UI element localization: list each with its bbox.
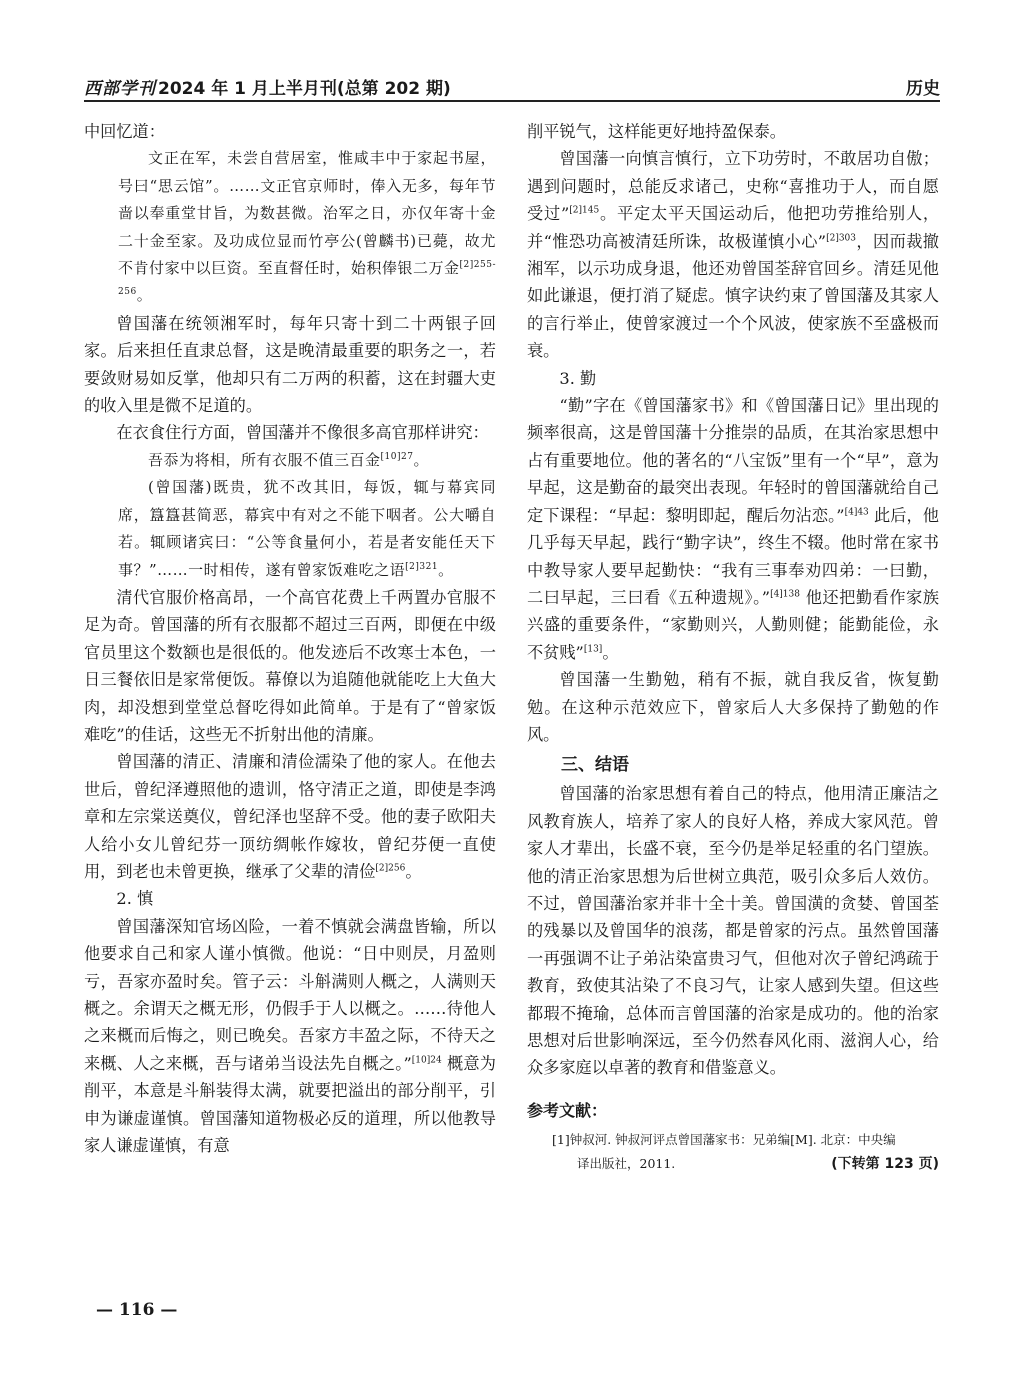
paragraph: 曾国藩在统领湘军时，每年只寄十到二十两银子回家。后来担任直隶总督，这是晚清最重要的职务之一，若要敛财易如反掌，他却只有二万两的积蓄，这在封疆大吏的收入里是微不足道的。 — [84, 313, 496, 416]
paragraph: “勤”字在《曾国藩家书》和《曾国藩日记》里出现的频率很高，这是曾国藩十分推崇的品质，在其治家思想中占有重要地位。他的著名的“八宝饭”里有一个“早”，意为早起，这是勤奋的最突出表现。年轻时的曾国藩就给自己定下课程：“早起：黎明即起，醒后勿沾恋。”$^{[4]43}$ 此后，他几乎每天早起，践行“勤字诀”，终生不辍。他时常在家书中教导家人要早起勤快：“我有三事奉劝四弟：一曰勤，二曰早起，三曰看《五种遗规》。”$^{[4]138}$ 他还把勤看作家族兴盛的重要条件，“家勤则兴，人勤则健；能勤能俭，永不贫贱”[13]。 — [527, 396, 939, 662]
reference-item-continued: 译出版社，2011. (下转第 123 页) — [527, 1152, 939, 1176]
journal-logo: 西部学刊 — [84, 79, 156, 99]
citation: [10]24 — [411, 1055, 442, 1066]
right-column — [527, 118, 939, 1176]
citation: [2]145 — [569, 205, 600, 216]
section-heading: 三、结语 — [561, 755, 629, 776]
block-quote: 吾忝为将相，所有衣服不值三百金$^{[10]27}$。 — [148, 450, 429, 469]
subsection-heading: 2. 慎 — [116, 889, 154, 909]
citation: [2]255-256 — [118, 260, 496, 298]
page-number: — 116 — — [96, 1300, 178, 1320]
citation: [2]303 — [826, 233, 857, 244]
paragraph: 曾国藩的治家思想有着自己的特点，他用清正廉洁之风教育族人，培养了家人的良好人格，养成大家风范。曾家人才辈出，长盛不衰，至今仍是举足轻重的名门望族。他的清正治家思想为后世树立典范，吸引众多后人效仿。不过，曾国藩治家并非十全十美。曾国潢的贪婪、曾国荃的残暴以及曾国华的浪荡，都是曾家的污点。虽然曾国藩一再强调不让子弟沾染富贵习气，但他对次子曾纪鸿疏于教育，致使其沾染了不良习气，让家人感到失望。但这些都瑕不掩瑜，总体而言曾国藩的治家是成功的。他的治家思想对后世影响深远，至今仍然春风化雨、滋润人心，给众多家庭以卓著的教育和借鉴意义。 — [527, 784, 939, 1078]
citation: [2]256 — [375, 863, 406, 874]
references-heading: 参考文献： — [527, 1100, 608, 1120]
citation: [13] — [583, 644, 603, 655]
continued-note: (下转第 123 页) — [831, 1155, 939, 1172]
header-rule — [84, 100, 940, 102]
running-header — [84, 70, 940, 102]
reference-item: [1]钟叔河. 钟叔河评点曾国藩家书：兄弟编[M]. 北京：中央编 — [552, 1131, 896, 1147]
paragraph: 曾国藩一向慎言慎行，立下功劳时，不敢居功自傲；遇到问题时，总能反求诸己，史称“喜推功于人，而自愿受过”$^{[2]145}$。平定太平天国运动后，他把功劳推给别人，并“惟恐功高被清廷所诛，故极谨慎小心”$^{[2]303}$，因而裁撤湘军，以示功成身退，他还劝曾国荃辞官回乡。清廷见他如此谦退，便打消了疑虑。慎字诀约束了曾国藩及其家人的言行举止，使曾家渡过一个个风波，使家族不至盛极而衰。 — [527, 149, 940, 361]
subsection-heading: 3. 勤 — [559, 368, 597, 388]
citation: [10]27 — [380, 451, 414, 462]
paragraph: 曾国藩的清正、清廉和清俭濡染了他的家人。在他去世后，曾纪泽遵照他的遗训，恪守清正之道，即使是李鸿章和左宗棠送奠仪，曾纪泽也坚辞不受。他的妻子欧阳夫人给小女儿曾纪芬一顶纺绸帐作嫁妆，曾纪芬便一直使用，到老也未曾更换，继承了父辈的清俭$^{[2]256}$。 — [84, 752, 496, 881]
citation: [2]321 — [405, 561, 439, 572]
paragraph: 曾国藩一生勤勉，稍有不振，就自我反省，恢复勤勉。在这种示范效应下，曾家后人大多保持了勤勉的作风。 — [527, 670, 939, 744]
citation: [4]138 — [770, 589, 800, 600]
citation: [4]43 — [844, 507, 869, 518]
left-column — [84, 118, 496, 1159]
paragraph: 曾国藩深知官场凶险，一着不慎就会满盘皆输，所以他要求自己和家人谨小慎微。他说：“日中则昃，月盈则亏，吾家亦盈时矣。管子云：斗斛满则人概之，人满则天概之。余谓天之概无形，仍假手于人以概之。……待他人之来概而后悔之，则已晚矣。吾家方丰盈之际，不待天之来概、人之来概，吾与诸弟当设法先自概之。”$^{[10]24}$ 概意为削平，本意是斗斛装得太满，就要把溢出的部分削平，引申为谦虚谨慎。曾国藩知道物极必反的道理，所以他教导家人谦虚谨慎，有意 — [84, 916, 496, 1156]
paragraph: 清代官服价格高昂，一个高官花费上千两置办官服不足为奇。曾国藩的所有衣服都不超过三百两，即便在中级官员里这个数额也是很低的。他发迹后不改寒士本色，一日三餐依旧是家常便饭。幕僚以为追随他就能吃上大鱼大肉，却没想到堂堂总督吃得如此简单。于是有了“曾家饭难吃”的佳话，这些无不折射出他的清廉。 — [84, 587, 496, 744]
block-quote: 文正在军，未尝自营居室，惟咸丰中于家起书屋，号曰“思云馆”。……文正官京师时，俸入无多，每年节啬以奉重堂甘旨，为数甚微。治军之日，亦仅年寄十金二十金至家。及功成位显而竹亭公(曾麟书)已薨，故尤不肯付家中以巨资。至直督任时，始积俸银二万金$^{[2]255-256}$。 — [118, 149, 496, 305]
paragraph: 中回忆道： — [84, 122, 165, 141]
block-quote: (曾国藩)既贵，犹不改其旧，每饭，辄与幕宾同席，簋簋甚简恶，幕宾中有对之不能下咽者。公大嚼自若。辄顾诸宾曰：“公等食量何小，若是者安能任天下事？”……一时相传，遂有曾家饭难吃之语$^{[2]321}$。 — [118, 478, 496, 579]
paragraph: 削平锐气，这样能更好地持盈保泰。 — [527, 122, 786, 141]
section-label: 历史 — [906, 79, 940, 99]
issue-info: 2024 年 1 月上半月刊(总第 202 期) — [158, 79, 451, 99]
paragraph: 在衣食住行方面，曾国藩并不像很多高官那样讲究： — [116, 423, 489, 443]
